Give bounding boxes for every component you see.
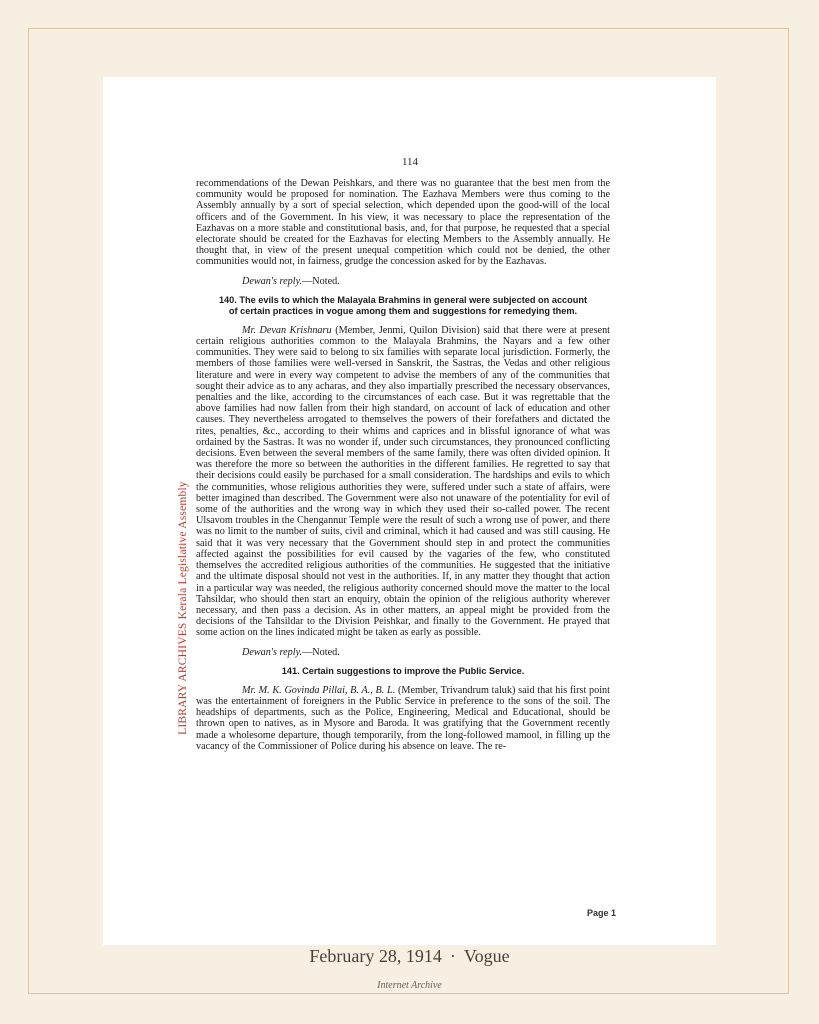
archive-watermark: LIBRARY ARCHIVES Kerala Legislative Assembly	[177, 481, 189, 735]
reply-label: Dewan's reply.	[242, 646, 303, 658]
section-140-heading: 140. The evils to which the Malayala Brahmins in general were subjected on account of certain practices in vogue among them and suggestions for remedying them.	[218, 294, 588, 316]
source-credit: Internet Archive	[377, 980, 442, 991]
intro-paragraph: recommendations of the Dewan Peishkars, and there was no guarantee that the best men from the community would be proposed for nomination. The Eazhava Members were thus coming to the Assembly annually by a sort of special selection, which depended upon the good-will of the local officers and of the Government. In his view, it was necessary to place the representation of the Eazhavas on a more stable and constitutional basis, and, for that purpose, he requested that a special electorate should be created for the Eazhavas for electing Members to the Assembly annually. He thought that, in view of the present unequal competition which could not be denied, the other communities would not, in fairness, grudge the concession asked for by the Eazhavas.	[196, 178, 610, 268]
page-footer-label: Page 1	[586, 908, 616, 918]
section-141-paragraph	[196, 685, 610, 752]
section-140-paragraph	[196, 325, 610, 639]
speech-text: (Member, Jenmi, Quilon Division) said that there were at present certain religious authorities common to the Malayala Brahmins, the Nayars and a few other communities. They were said to belong to six families with separate local jurisdiction. Formerly, the members of those families were well-versed in Sanskrit, the Sastras, the Vedas and other religious literature and were in every way competent to advise the members of any of the communities that sought their advice as to any acharas, and they also impartially prescribed the necessary observances, penalties and the like, according to the circumstances of each case. But it was regrettable that the above families had now fallen from their high standard, on account of lack of education and other causes. They nevertheless arrogated to themselves the powers of their forefathers and dictated the rites, penalties, &c., according to their whims and caprices and in blissful ignorance of what was ordained by the Sastras. It was no wonder if, under such circumstances, they pronounced conflicting decisions. Even between the several members of the same family, there was often divided opinion. It was therefore the more so between the authorities in the different families. He regretted to say that their decisions could easily be purchased for a small consideration. The hardships and evils to which the communities, whose religious authorities they were, suffered under such a state of affairs, were better imagined than described. The Government were also not unaware of the potentiality for evil of some of the authorities and the wrong way in which they used their so-called power. The recent Ulsavom troubles in the Chengannur Temple were the result of such a wrong use of power, and there was no limit to the number of suits, civil and criminal, which it had caused and was still causing. He said that it was very necessary that the Government should step in and protect the communities affected against the possibilities for evil caused by the vagaries of the few, who constituted themselves the accredited religious authorities of the communities. He suggested that the initiative and the ultimate disposal should not vest in the authorities. If, in any matter they thought that action in a particular way was needed, the religious authority concerned should move the matter to the local Tahsildar, who should then start an enquiry, obtain the opinion of the religious authority wherever necessary, and then pass a decision. As in other matters, an appeal might be provided from the decisions of the Tahsildar to the Division Peishkar, and finally to the Government. He prayed that some action on the lines indicated might be taken as early as possible.	[196, 324, 610, 639]
dewan-reply-1	[196, 276, 610, 287]
speaker-name: Mr. M. K. Govinda Pillai, B. A., B. L.	[242, 684, 396, 696]
speech-text: (Member, Trivandrum taluk) said that his first point was the entertainment of foreigners in the Public Service in preference to the sons of the soil. The headships of departments, such as the Police, Engineering, Medical and Educational, should be thrown open to natives, as in Mysore and Baroda. It was gratifying that the Government recently made a wholesome departure, though temporarily, from the long-followed mamool, in filling up the vacancy of the Commissioner of Police during his absence on leave. The re-	[196, 684, 610, 752]
caption-separator: ·	[449, 946, 456, 966]
issue-caption	[0, 946, 819, 967]
page-number: 114	[401, 156, 419, 168]
issue-date: February 28, 1914	[309, 946, 442, 966]
reply-text: —Noted.	[302, 275, 340, 287]
section-141-heading: 141. Certain suggestions to improve the Public Service.	[281, 665, 525, 676]
document-body	[196, 178, 610, 752]
reply-text: —Noted.	[302, 646, 340, 658]
dewan-reply-2	[196, 647, 610, 658]
reply-label: Dewan's reply.	[242, 275, 303, 287]
speaker-name: Mr. Devan Krishnaru	[242, 324, 332, 336]
publication-name: Vogue	[463, 946, 510, 966]
